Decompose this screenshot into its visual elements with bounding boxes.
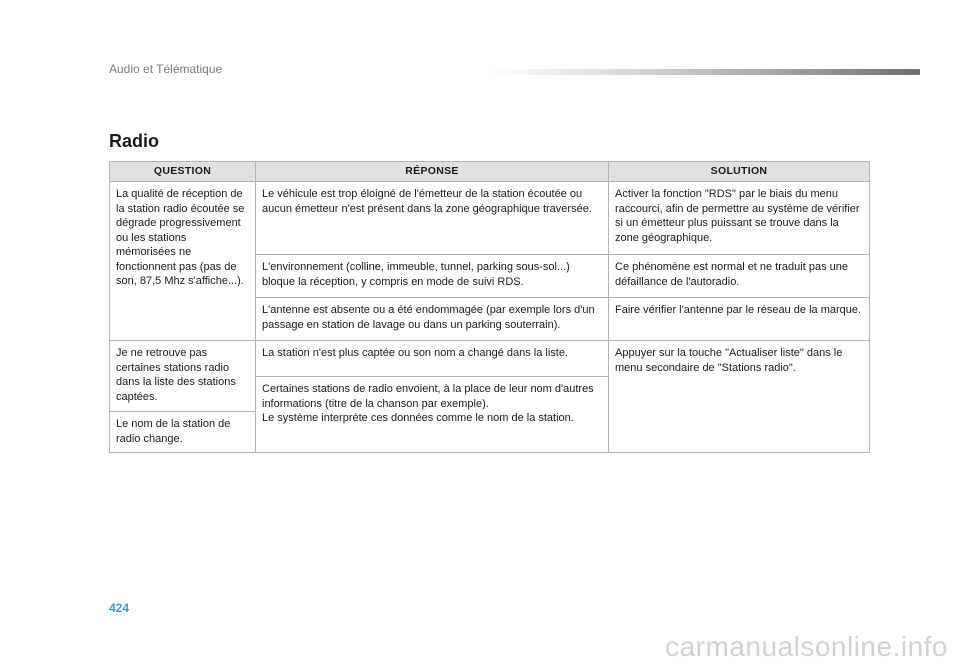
answer-cell — [256, 377, 609, 453]
solution-cell: Activer la fonction "RDS" par le biais du menu raccourci, afin de permettre au système de vérifier si un émetteur plus puissant se trouve dans la zone géographique. — [609, 182, 870, 255]
solution-cell: Faire vérifier l'antenne par le réseau de la marque. — [609, 298, 870, 341]
answer-line: Certaines stations de radio envoient, à la place de leur nom d'autres informations (titre de la chanson par exemple). — [262, 383, 594, 410]
solution-cell: Appuyer sur la touche "Actualiser liste" dans le menu secondaire de "Stations radio". — [609, 341, 870, 453]
column-header-question: QUESTION — [110, 162, 256, 182]
answer-line: Le système interprète ces données comme le nom de la station. — [262, 412, 574, 424]
question-cell: La qualité de réception de la station radio écoutée se dégrade progressivement ou les stations mémorisées ne fonctionnent pas (pas de son, 87,5 Mhz s'affiche...). — [110, 182, 256, 341]
answer-cell: L'environnement (colline, immeuble, tunnel, parking sous-sol...) bloque la réception, y compris en mode de suivi RDS. — [256, 255, 609, 298]
answer-cell: Le véhicule est trop éloigné de l'émetteur de la station écoutée ou aucun émetteur n'est présent dans la zone géographique traversée. — [256, 182, 609, 255]
question-cell: Je ne retrouve pas certaines stations radio dans la liste des stations captées. — [110, 341, 256, 412]
answer-cell: La station n'est plus captée ou son nom a changé dans la liste. — [256, 341, 609, 377]
column-header-solution: SOLUTION — [609, 162, 870, 182]
question-cell: Le nom de la station de radio change. — [110, 412, 256, 453]
answer-cell: L'antenne est absente ou a été endommagée (par exemple lors d'un passage en station de lavage ou dans un parking souterrain). — [256, 298, 609, 341]
section-title: Radio — [109, 131, 160, 151]
table-header-row — [110, 162, 870, 182]
column-header-answer: RÉPONSE — [256, 162, 609, 182]
header-gradient-bar — [490, 69, 920, 75]
table-row — [110, 182, 870, 255]
table-row — [110, 341, 870, 377]
solution-cell: Ce phénomène est normal et ne traduit pas une défaillance de l'autoradio. — [609, 255, 870, 298]
page-number: 424 — [109, 601, 130, 615]
watermark: carmanualsonline.info — [665, 631, 948, 662]
chapter-title: Audio et Télématique — [109, 62, 223, 76]
troubleshooting-table — [109, 161, 870, 453]
